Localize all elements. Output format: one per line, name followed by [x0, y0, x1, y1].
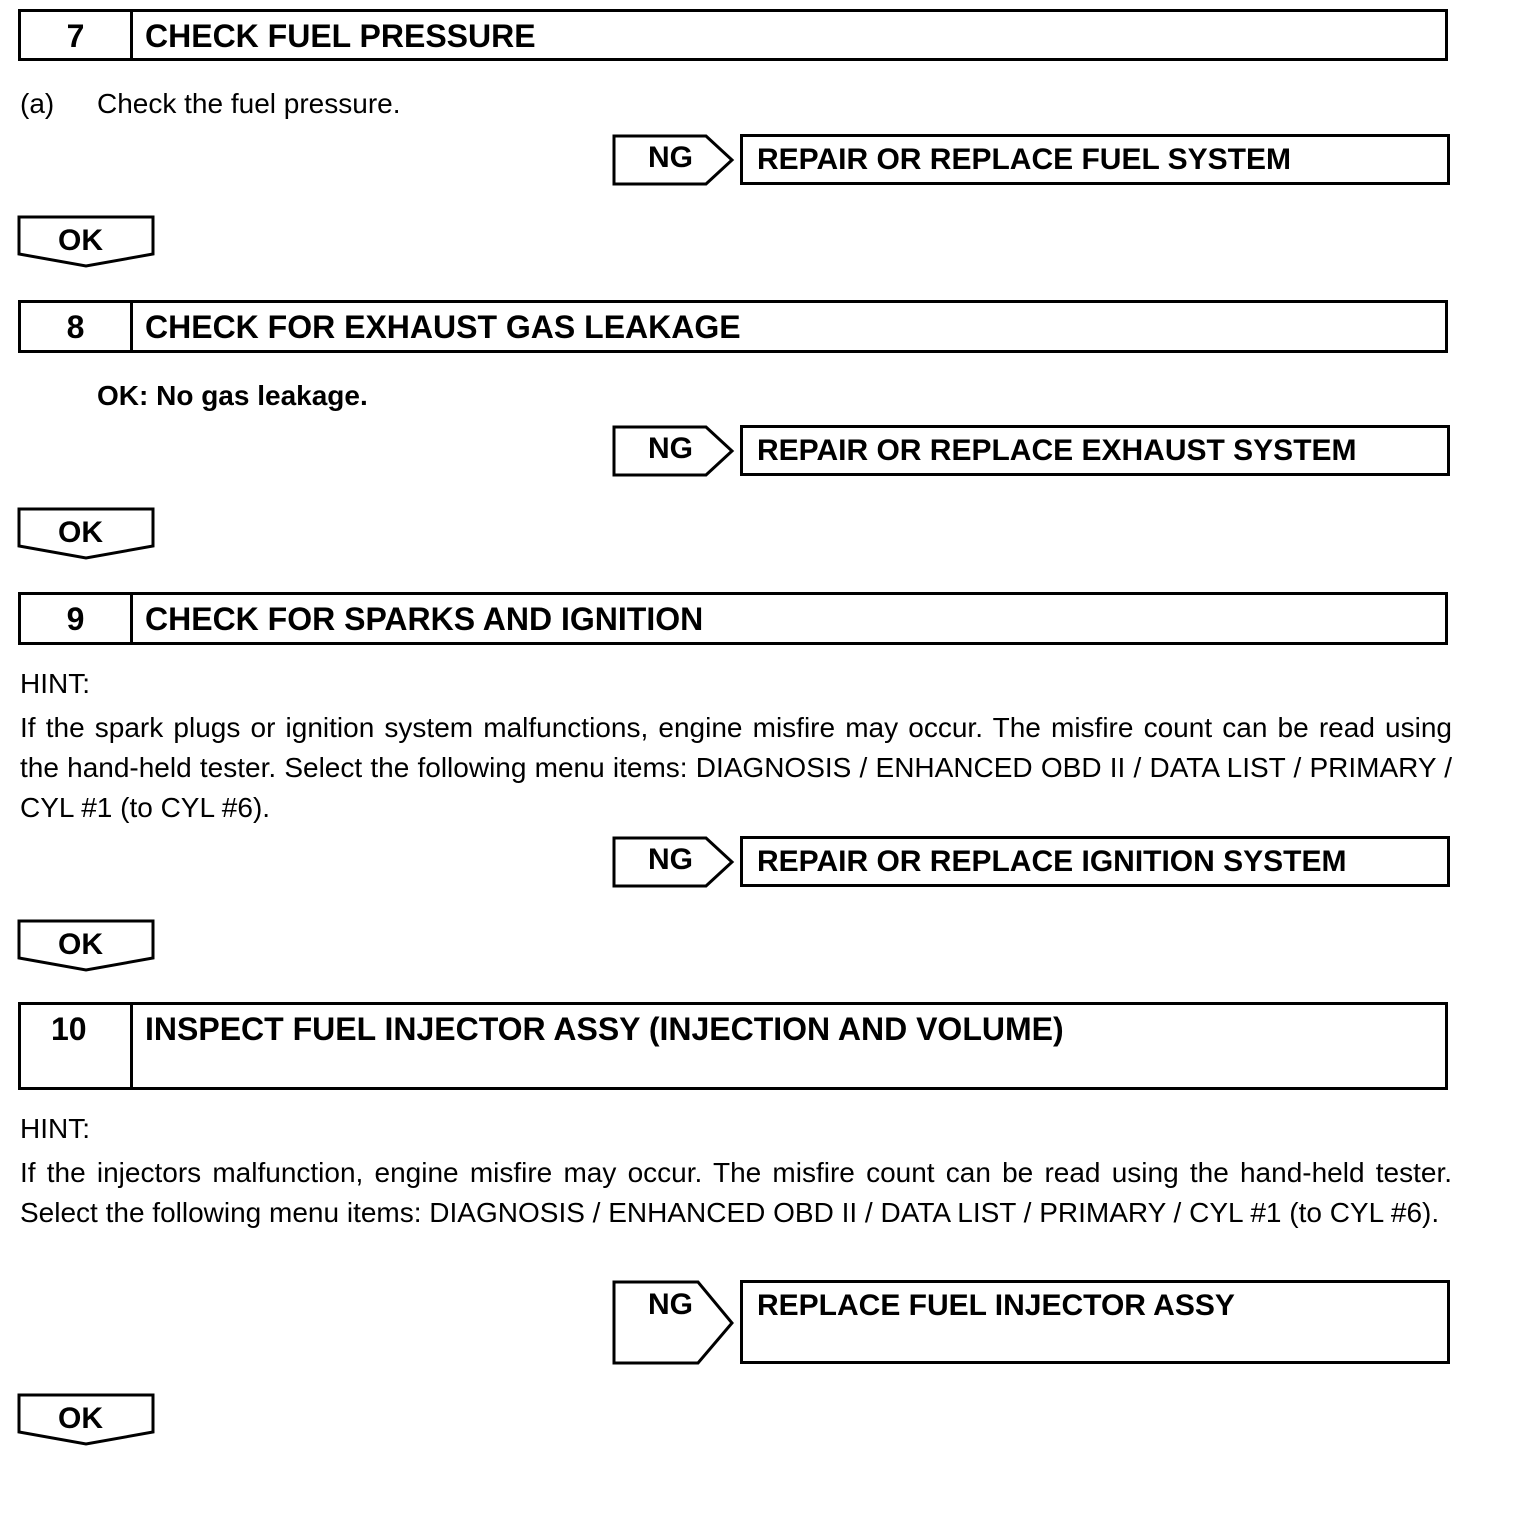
ng-result-box: [740, 134, 1450, 185]
step-10-header: [18, 1002, 1448, 1090]
ng-result-box: [740, 425, 1450, 476]
step-9-header: [18, 592, 1448, 645]
hint-label: HINT:: [20, 1113, 90, 1144]
ng-result-text: REPAIR OR REPLACE EXHAUST SYSTEM: [757, 434, 1357, 467]
step-title: INSPECT FUEL INJECTOR ASSY (INJECTION AND VOLUME): [145, 1011, 1064, 1047]
step-8-header: [18, 300, 1448, 353]
step-number: 7: [21, 12, 133, 58]
ng-label: NG: [648, 1288, 693, 1321]
ng-result-text: REPAIR OR REPLACE IGNITION SYSTEM: [757, 845, 1347, 878]
item-text: Check the fuel pressure.: [97, 88, 401, 119]
step-title: CHECK FUEL PRESSURE: [145, 18, 536, 54]
step-title: CHECK FOR EXHAUST GAS LEAKAGE: [145, 309, 741, 345]
ng-label: NG: [648, 843, 693, 876]
ok-criteria: OK: No gas leakage.: [97, 380, 368, 411]
ng-result-text: REPAIR OR REPLACE FUEL SYSTEM: [757, 143, 1291, 176]
ok-label: OK: [58, 928, 103, 961]
ok-label: OK: [58, 1402, 103, 1435]
ok-label: OK: [58, 516, 103, 549]
ng-label: NG: [648, 141, 693, 174]
step-title: CHECK FOR SPARKS AND IGNITION: [145, 601, 704, 637]
hint-label: HINT:: [20, 668, 90, 699]
step-number: 8: [21, 303, 133, 350]
step-number: 9: [21, 595, 133, 642]
hint-text: If the spark plugs or ignition system malfunctions, engine misfire may occur. The misfire count can be read using the hand-held tester. Select the following menu items: DIAGNOSIS / ENHANCED OBD II / DATA LIST / PRIMARY / CYL #1 (to CYL #6).: [20, 712, 1452, 823]
ng-result-text: REPLACE FUEL INJECTOR ASSY: [757, 1289, 1235, 1322]
ng-result-box: [740, 1280, 1450, 1364]
hint-text: If the injectors malfunction, engine misfire may occur. The misfire count can be read using the hand-held tester. Select the following menu items: DIAGNOSIS / ENHANCED OBD II / DATA LIST / PRIMARY / CYL #1 (to CYL #6).: [20, 1157, 1452, 1228]
item-label: (a): [20, 88, 55, 119]
step-7-header: [18, 9, 1448, 61]
ng-label: NG: [648, 432, 693, 465]
step-number: 10: [21, 1005, 133, 1087]
ok-label: OK: [58, 224, 103, 257]
ng-result-box: [740, 836, 1450, 887]
